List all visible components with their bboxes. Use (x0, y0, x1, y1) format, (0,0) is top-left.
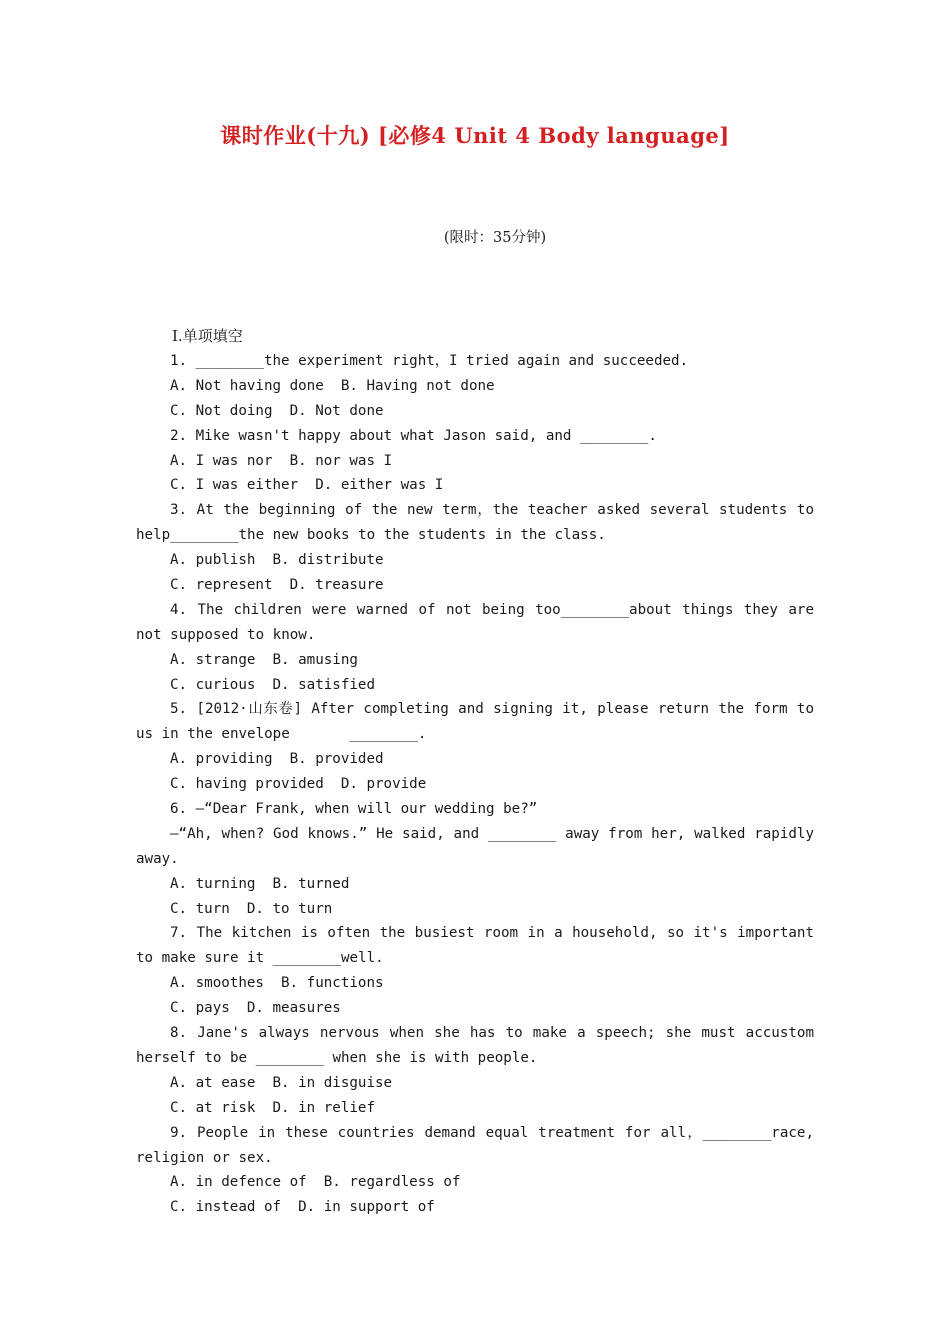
question-8-line-1: 8. Jane's always nervous when she has to make a speech; she must accustom (170, 1025, 814, 1042)
options-6-ab: A. turning B. turned (170, 875, 350, 892)
options-3-ab: A. publish B. distribute (170, 552, 384, 569)
question-6-line-3: away. (136, 850, 179, 867)
question-3-line-1: 3. At the beginning of the new term，the teacher asked several students to (170, 502, 814, 519)
options-3-cd: C. represent D. treasure (170, 577, 384, 594)
options-2-cd: C. I was either D. either was I (170, 477, 444, 494)
options-6-cd: C. turn D. to turn (170, 900, 333, 917)
options-9-ab: A. in defence of B. regardless of (170, 1174, 461, 1191)
options-1-cd: C. Not doing D. Not done (170, 402, 384, 419)
question-1: 1. ________the experiment right，I tried again and succeeded. (170, 353, 689, 369)
question-3-line-2: help________the new books to the students in the class. (136, 527, 606, 544)
options-4-cd: C. curious D. satisfied (170, 676, 375, 693)
options-8-cd: C. at risk D. in relief (170, 1099, 375, 1116)
options-1-ab: A. Not having done B. Having not done (170, 377, 495, 394)
question-9-line-1: 9. People in these countries demand equal treatment for all，________race, (170, 1124, 814, 1141)
question-8-line-2: herself to be ________ when she is with people. (136, 1049, 538, 1066)
question-4-line-2: not supposed to know. (136, 626, 316, 643)
question-7-line-2: to make sure it ________well. (136, 950, 384, 967)
question-4-line-1: 4. The children were warned of not being too________about things they are (170, 601, 814, 618)
question-9-line-2: religion or sex. (136, 1149, 273, 1166)
question-6-line-2: —“Ah, when? God knows.” He said, and ________ away from her, walked rapidly (170, 825, 814, 842)
question-7-line-1: 7. The kitchen is often the busiest room in a household, so it's important (170, 925, 814, 942)
options-7-cd: C. pays D. measures (170, 1000, 341, 1017)
options-7-ab: A. smoothes B. functions (170, 975, 384, 992)
options-8-ab: A. at ease B. in disguise (170, 1074, 393, 1091)
question-5-line-1: 5. [2012·山东卷] After completing and signing it, please return the form to (170, 701, 814, 718)
exercise-body (136, 323, 814, 1220)
question-5-line-2: us in the envelope ________. (136, 726, 427, 743)
options-5-ab: A. providing B. provided (170, 751, 384, 768)
question-6-line-1: 6. —“Dear Frank, when will our wedding be?” (170, 801, 538, 818)
options-4-ab: A. strange B. amusing (170, 651, 358, 668)
time-limit: (限时：35分钟) (443, 230, 547, 246)
section-title: Ⅰ.单项填空 (172, 327, 243, 345)
question-2: 2. Mike wasn't happy about what Jason said, and ________. (170, 427, 657, 444)
options-9-cd: C. instead of D. in support of (170, 1199, 435, 1216)
page-title: 课时作业(十九) [必修4 Unit 4 Body language] (220, 123, 730, 148)
options-5-cd: C. having provided D. provide (170, 776, 427, 793)
options-2-ab: A. I was nor B. nor was I (170, 452, 393, 469)
